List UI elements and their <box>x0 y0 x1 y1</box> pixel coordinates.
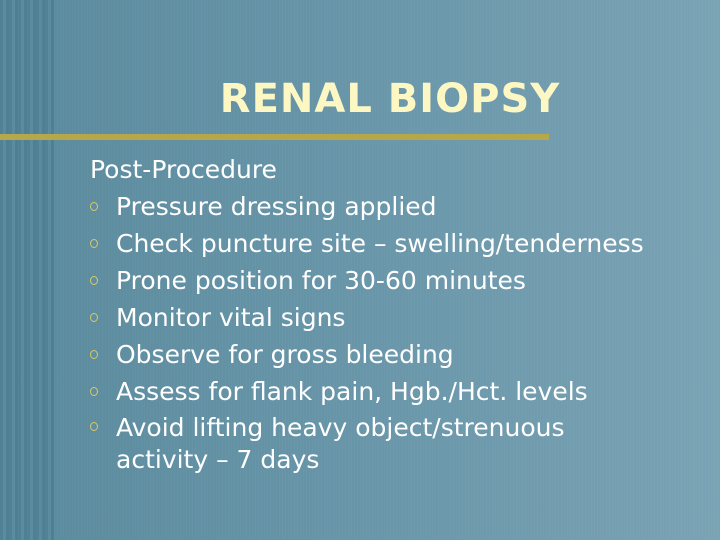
list-item <box>90 336 718 373</box>
section-heading: Post-Procedure <box>90 155 277 184</box>
list-item-text: Prone position for 30-60 minutes <box>116 266 526 295</box>
hollow-circle-bullet-icon <box>90 276 98 285</box>
list-item-text: Monitor vital signs <box>116 303 346 332</box>
hollow-circle-bullet-icon <box>90 422 98 431</box>
list-item <box>90 188 718 225</box>
list-item-text: Pressure dressing applied <box>116 192 437 221</box>
left-decorative-strip <box>0 0 54 540</box>
list-item-text: Assess for flank pain, Hgb./Hct. levels <box>116 377 588 406</box>
list-item <box>90 410 718 476</box>
list-item <box>90 299 718 336</box>
list-item <box>90 225 718 262</box>
hollow-circle-bullet-icon <box>90 313 98 322</box>
hollow-circle-bullet-icon <box>90 202 98 211</box>
hollow-circle-bullet-icon <box>90 350 98 359</box>
bullet-list <box>90 188 718 476</box>
title-underline-rule <box>0 134 549 140</box>
slide-body <box>90 151 718 476</box>
list-item <box>90 373 718 410</box>
list-item <box>90 262 718 299</box>
hollow-circle-bullet-icon <box>90 387 98 396</box>
list-item-text: Observe for gross bleeding <box>116 340 454 369</box>
list-item-text: Avoid lifting heavy object/strenuous activity – 7 days <box>116 413 565 474</box>
list-item-text: Check puncture site – swelling/tenderness <box>116 229 644 258</box>
slide-title: RENAL BIOPSY <box>219 76 561 122</box>
hollow-circle-bullet-icon <box>90 239 98 248</box>
